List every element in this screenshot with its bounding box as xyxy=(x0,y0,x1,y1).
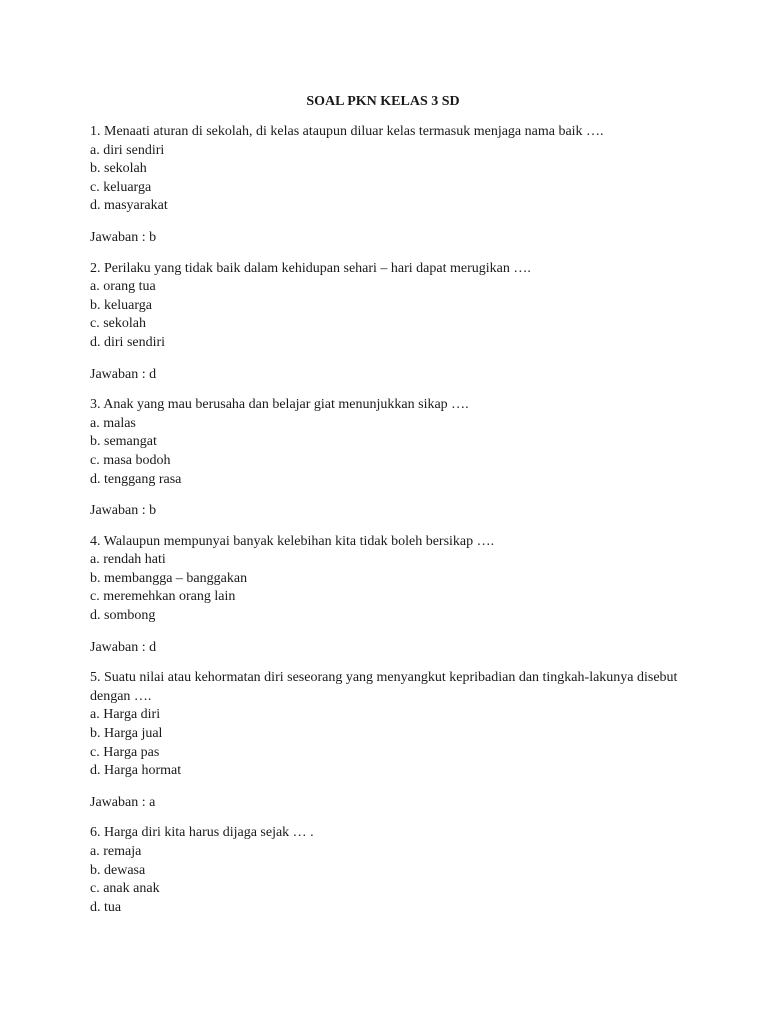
option-a: a. remaja xyxy=(90,844,142,859)
option-c: c. Harga pas xyxy=(90,744,160,760)
answer-line: Jawaban : d xyxy=(90,366,157,382)
option-d: d. sombong xyxy=(90,608,156,624)
option-d: d. tua xyxy=(90,899,122,915)
option-d: d. diri sendiri xyxy=(90,334,166,350)
question-3 xyxy=(90,396,690,521)
document-page xyxy=(90,92,690,917)
option-c: c. meremehkan orang lain xyxy=(90,589,236,605)
document-title: SOAL PKN KELAS 3 SD xyxy=(306,94,460,109)
answer-line: Jawaban : a xyxy=(90,794,156,810)
option-b: b. dewasa xyxy=(90,862,146,878)
option-c: c. anak anak xyxy=(90,881,160,897)
option-b: b. Harga jual xyxy=(90,726,163,742)
option-d: d. Harga hormat xyxy=(90,763,182,779)
answer-line: Jawaban : b xyxy=(90,229,157,245)
question-text: 1. Menaati aturan di sekolah, di kelas ataupun diluar kelas termasuk menjaga nama baik …. xyxy=(90,124,604,139)
question-text: 2. Perilaku yang tidak baik dalam kehidupan sehari – hari dapat merugikan …. xyxy=(90,260,531,276)
question-text: 5. Suatu nilai atau kehormatan diri seseorang yang menyangkut kepribadian dan tingkah-lakunya disebut dengan …. xyxy=(90,670,678,704)
question-5 xyxy=(90,669,690,812)
question-text: 4. Walaupun mempunyai banyak kelebihan kita tidak boleh bersikap …. xyxy=(90,533,495,549)
option-d: d. tenggang rasa xyxy=(90,471,182,487)
option-a: a. rendah hati xyxy=(90,552,166,568)
answer-line: Jawaban : b xyxy=(90,503,157,519)
option-c: c. masa bodoh xyxy=(90,452,171,468)
option-b: b. keluarga xyxy=(90,297,152,313)
option-b: b. sekolah xyxy=(90,161,147,177)
question-text: 3. Anak yang mau berusaha dan belajar giat menunjukkan sikap …. xyxy=(90,397,469,413)
question-1 xyxy=(90,123,690,248)
option-a: a. Harga diri xyxy=(90,707,161,723)
option-a: a. orang tua xyxy=(90,279,156,295)
option-a: a. malas xyxy=(90,415,136,431)
option-c: c. keluarga xyxy=(90,179,152,195)
option-d: d. masyarakat xyxy=(90,198,168,214)
option-a: a. diri sendiri xyxy=(90,142,165,158)
question-text: 6. Harga diri kita harus dijaga sejak … . xyxy=(90,825,314,841)
question-4 xyxy=(90,533,690,658)
option-b: b. membangga – banggakan xyxy=(90,570,248,586)
question-2 xyxy=(90,260,690,385)
option-c: c. sekolah xyxy=(90,316,146,332)
option-b: b. semangat xyxy=(90,434,157,450)
answer-line: Jawaban : d xyxy=(90,639,157,655)
question-6 xyxy=(90,824,690,917)
